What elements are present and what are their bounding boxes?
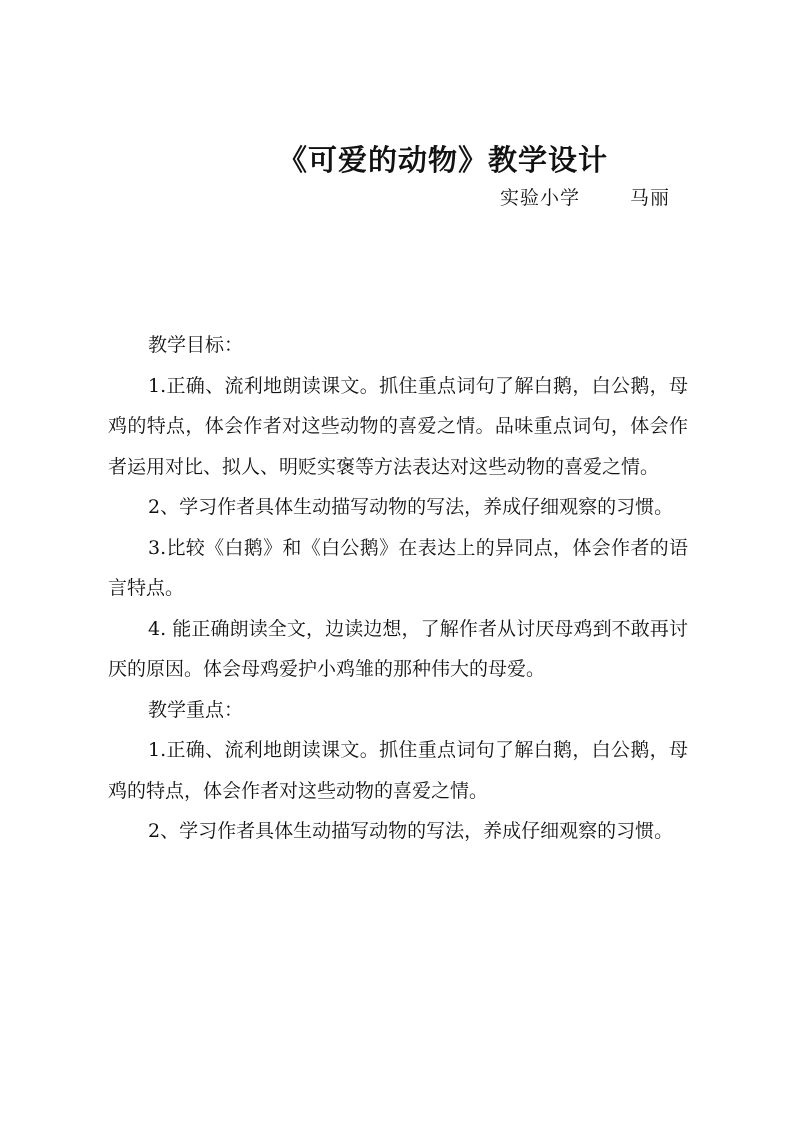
author-name: 马丽 bbox=[630, 187, 671, 209]
objective-item: 1.正确、流利地朗读课文。抓住重点词句了解白鹅，白公鹅，母鸡的特点，体会作者对这些动物的喜爱之情。品味重点词句，体会作者运用对比、拟人、明贬实褒等方法表达对这些动物的喜爱之情。 bbox=[108, 374, 688, 478]
byline bbox=[500, 183, 670, 210]
key-point-item: 2、学习作者具体生动描写动物的写法，养成仔细观察的习惯。 bbox=[148, 820, 674, 842]
section-heading-key-points: 教学重点： bbox=[148, 698, 244, 721]
objective-item: 4. 能正确朗读全文，边读边想，了解作者从讨厌母鸡到不敢再讨厌的原因。体会母鸡爱护小鸡雏的那种伟大的母爱。 bbox=[108, 617, 688, 680]
objective-item: 2、学习作者具体生动描写动物的写法，养成仔细观察的习惯。 bbox=[148, 496, 674, 518]
objective-item: 3.比较《白鹅》和《白公鹅》在表达上的异同点，体会作者的语言特点。 bbox=[108, 536, 688, 599]
key-point-item: 1.正确、流利地朗读课文。抓住重点词句了解白鹅，白公鹅，母鸡的特点，体会作者对这些动物的喜爱之情。 bbox=[108, 739, 688, 802]
document-body bbox=[108, 325, 688, 852]
section-heading-objectives: 教学目标： bbox=[148, 334, 244, 356]
document-title: 《可爱的动物》教学设计 bbox=[278, 143, 609, 177]
school-name: 实验小学 bbox=[500, 187, 581, 209]
